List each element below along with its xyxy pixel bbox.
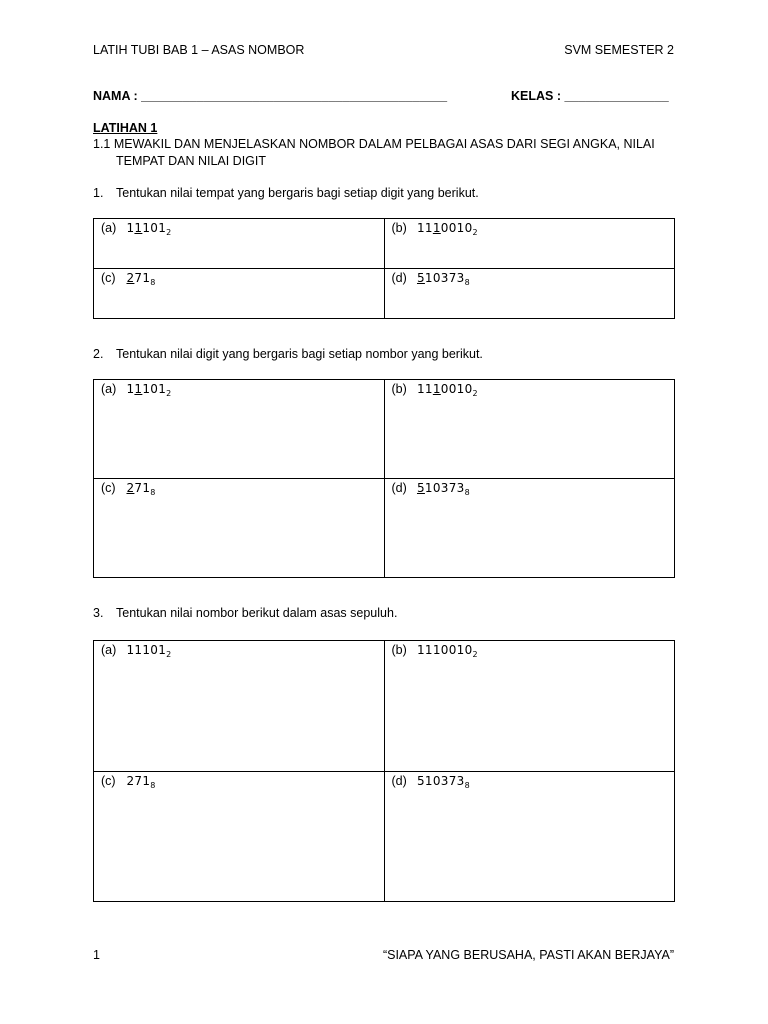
item-label: (a): [101, 643, 117, 657]
answer-cell-3d[interactable]: [384, 772, 675, 902]
number-value: $271_8$: [126, 481, 156, 497]
answer-cell-3a[interactable]: [94, 641, 385, 772]
question-text: Tentukan nilai digit yang bergaris bagi setiap nombor yang berikut.: [116, 347, 483, 361]
number-value: $1110010_2$: [416, 221, 478, 237]
item-label: (a): [101, 221, 117, 235]
number-value: $11101_2$: [126, 643, 172, 659]
answer-cell-2c[interactable]: [94, 479, 385, 578]
item-label: (d): [391, 774, 407, 788]
item-label: (c): [101, 774, 116, 788]
item-label: (a): [101, 382, 117, 396]
question-text: Tentukan nilai nombor berikut dalam asas sepuluh.: [116, 606, 398, 620]
question-number: 2.: [93, 347, 104, 361]
number-value: $510373_8$: [416, 774, 470, 790]
answer-table-2: [93, 379, 675, 578]
number-value: $11101_2$: [126, 382, 172, 398]
item-label: (c): [101, 271, 116, 285]
page-number: 1: [93, 948, 100, 962]
header-semester: SVM SEMESTER 2: [564, 43, 674, 57]
question-number: 3.: [93, 606, 104, 620]
answer-cell-1d[interactable]: [384, 269, 675, 319]
item-label: (d): [391, 481, 407, 495]
number-value: $271_8$: [126, 774, 156, 790]
number-value: $271_8$: [126, 271, 156, 287]
question-1: [93, 186, 479, 200]
nama-field[interactable]: NAMA : ____________________________________________: [93, 89, 448, 103]
item-label: (d): [391, 271, 407, 285]
answer-cell-1c[interactable]: [94, 269, 385, 319]
item-label: (b): [391, 382, 407, 396]
answer-cell-3c[interactable]: [94, 772, 385, 902]
number-value: $510373_8$: [416, 271, 470, 287]
kelas-field[interactable]: KELAS : _______________: [511, 89, 669, 103]
footer-quote: “SIAPA YANG BERUSAHA, PASTI AKAN BERJAYA”: [382, 948, 674, 962]
answer-table-1: [93, 218, 675, 319]
number-value: $1110010_2$: [416, 382, 478, 398]
answer-cell-1b[interactable]: [384, 219, 675, 269]
item-label: (b): [391, 221, 407, 235]
number-value: $510373_8$: [416, 481, 470, 497]
question-3: [93, 606, 397, 620]
item-label: (b): [391, 643, 407, 657]
section-subtitle-line2: TEMPAT DAN NILAI DIGIT: [116, 154, 267, 168]
item-label: (c): [101, 481, 116, 495]
answer-cell-2a[interactable]: [94, 380, 385, 479]
question-text: Tentukan nilai tempat yang bergaris bagi setiap digit yang berikut.: [116, 186, 479, 200]
number-value: $11101_2$: [126, 221, 172, 237]
header-title: LATIH TUBI BAB 1 – ASAS NOMBOR: [93, 43, 305, 57]
answer-cell-2d[interactable]: [384, 479, 675, 578]
answer-cell-1a[interactable]: [94, 219, 385, 269]
answer-cell-3b[interactable]: [384, 641, 675, 772]
section-title: LATIHAN 1: [93, 121, 158, 135]
number-value: $1110010_2$: [416, 643, 478, 659]
answer-table-3: [93, 640, 675, 902]
section-subtitle-line1: 1.1 MEWAKIL DAN MENJELASKAN NOMBOR DALAM PELBAGAI ASAS DARI SEGI ANGKA, NILAI: [93, 137, 655, 151]
question-number: 1.: [93, 186, 104, 200]
question-2: [93, 347, 483, 361]
answer-cell-2b[interactable]: [384, 380, 675, 479]
